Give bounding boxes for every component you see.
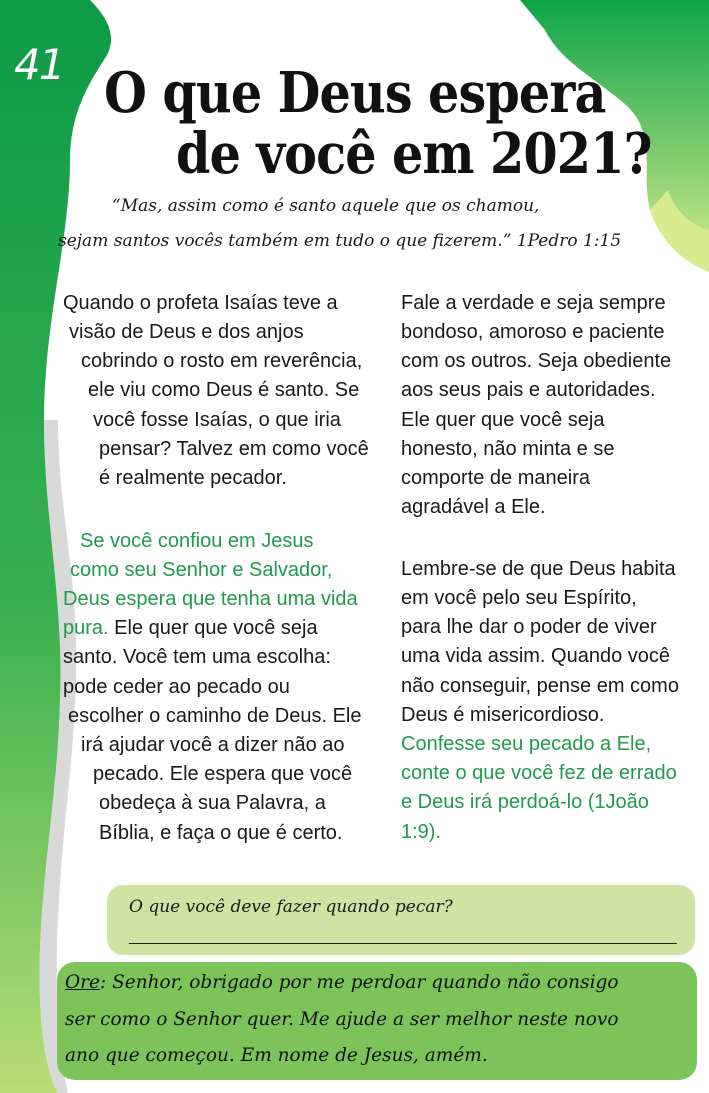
- text-line: aos seus pais e autoridades.: [401, 379, 656, 401]
- text-line-mixed: [63, 616, 318, 640]
- page-title-line-1: O que Deus espera: [104, 60, 606, 126]
- question-text: O que você deve fazer quando pecar?: [129, 897, 453, 917]
- text-line: Fale a verdade e seja sempre: [401, 292, 666, 314]
- text-line: bondoso, amoroso e paciente: [401, 321, 665, 343]
- prayer-line-3: ano que começou. Em nome de Jesus, amém.: [65, 1045, 488, 1066]
- page-number: 41: [14, 40, 64, 89]
- text-line-highlight: como seu Senhor e Salvador,: [70, 559, 333, 581]
- text-line: santo. Você tem uma escolha:: [63, 646, 331, 668]
- prayer-label: Ore: [65, 972, 100, 993]
- text-line: escolher o caminho de Deus. Ele: [68, 705, 362, 727]
- text-line: visão de Deus e dos anjos: [69, 321, 304, 343]
- text-line-highlight: conte o que você fez de errado: [401, 762, 677, 784]
- verse-line-2: sejam santos vocês também em tudo o que fizerem.” 1Pedro 1:15: [58, 231, 622, 251]
- text-line-highlight: 1:9).: [401, 821, 442, 843]
- text-line: com os outros. Seja obediente: [401, 350, 672, 372]
- text-line: Ele quer que você seja: [401, 409, 605, 431]
- answer-line[interactable]: [129, 943, 677, 944]
- text-line-highlight: Se você confiou em Jesus: [80, 530, 314, 552]
- prayer-text: : Senhor, obrigado por me perdoar quando não consigo: [99, 972, 619, 993]
- text-line: não conseguir, pense em como: [401, 675, 679, 697]
- question-box: [107, 885, 695, 955]
- text-line: cobrindo o rosto em reverência,: [81, 350, 363, 372]
- verse-line-1: “Mas, assim como é santo aquele que os chamou,: [112, 196, 540, 216]
- text-line: para lhe dar o poder de viver: [401, 616, 657, 638]
- text-line: Bíblia, e faça o que é certo.: [99, 822, 343, 844]
- text-line: irá ajudar você a dizer não ao: [81, 734, 345, 756]
- text-line: comporte de maneira: [401, 467, 590, 489]
- text-line: Lembre-se de que Deus habita: [401, 558, 676, 580]
- text-line-highlight: e Deus irá perdoá-lo (1João: [401, 791, 649, 813]
- text-line: é realmente pecador.: [99, 467, 287, 489]
- text-line: pensar? Talvez em como você: [99, 438, 369, 460]
- text-line: honesto, não minta e se: [401, 438, 615, 460]
- text-fragment: Ele quer que você seja: [108, 617, 318, 639]
- prayer-line-2: ser como o Senhor quer. Me ajude a ser melhor neste novo: [65, 1009, 619, 1030]
- prayer-line-1: [65, 972, 619, 993]
- text-line: Deus é misericordioso.: [401, 704, 605, 726]
- text-line: uma vida assim. Quando você: [401, 645, 671, 667]
- text-line: agradável a Ele.: [401, 496, 546, 518]
- text-line: você fosse Isaías, o que iria: [93, 409, 341, 431]
- text-line-highlight: Deus espera que tenha uma vida: [63, 588, 358, 610]
- text-line: Quando o profeta Isaías teve a: [63, 292, 338, 314]
- text-line: ele viu como Deus é santo. Se: [88, 379, 360, 401]
- text-line: pode ceder ao pecado ou: [63, 676, 290, 698]
- text-line: em você pelo seu Espírito,: [401, 587, 637, 609]
- text-line-highlight: Confesse seu pecado a Ele,: [401, 733, 652, 755]
- prayer-box: [57, 962, 697, 1080]
- text-line: obedeça à sua Palavra, a: [99, 792, 326, 814]
- highlight-fragment: pura.: [63, 617, 109, 639]
- text-line: pecado. Ele espera que você: [93, 763, 353, 785]
- page-title-line-2: de você em 2021?: [176, 121, 652, 187]
